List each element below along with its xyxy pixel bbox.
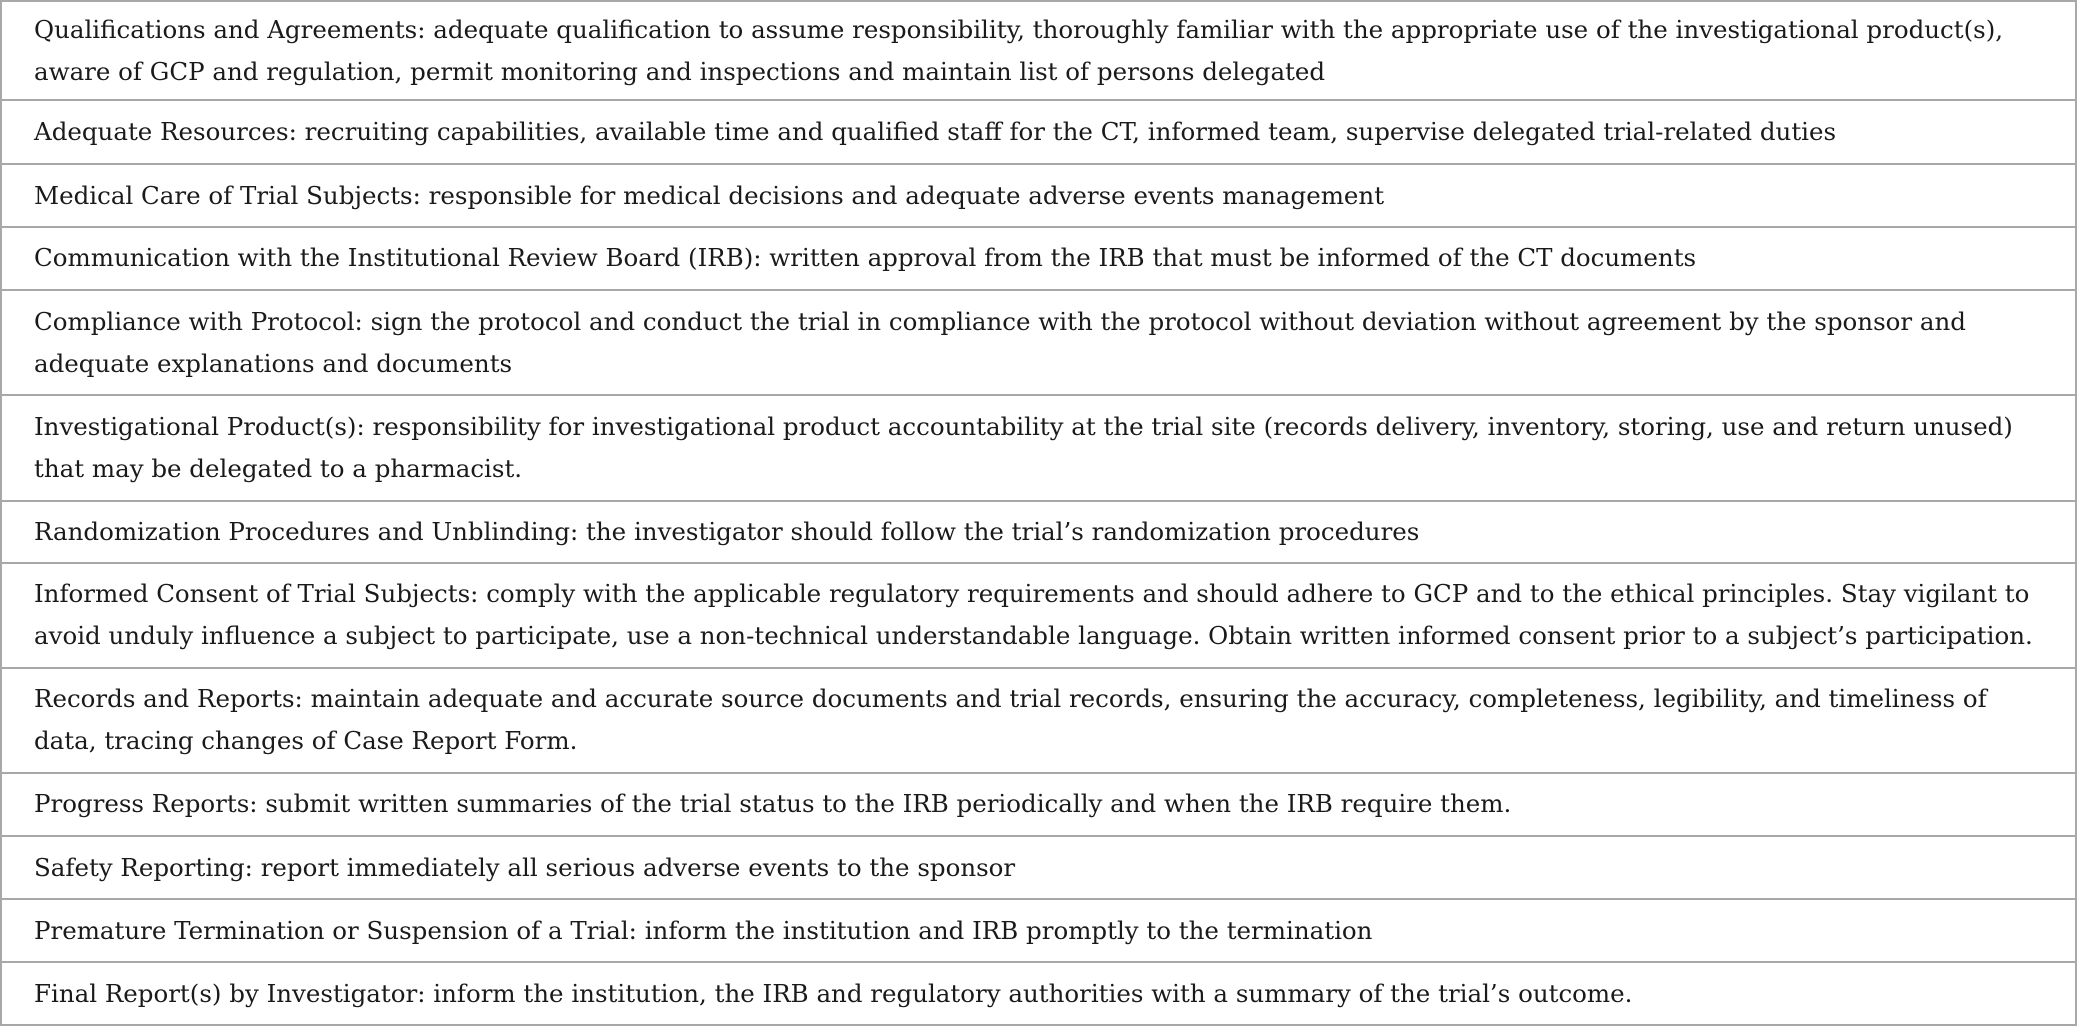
table-row xyxy=(1,227,2076,290)
table-cell: Adequate Resources: recruiting capabilities, available time and qualified staff for the CT, informed team, supervise delegated trial-related duties xyxy=(1,100,2076,164)
table-row xyxy=(1,773,2076,837)
table-cell: Premature Termination or Suspension of a Trial: inform the institution and IRB promptly to the termination xyxy=(1,899,2076,962)
table-row xyxy=(1,501,2076,563)
table-cell: Final Report(s) by Investigator: inform the institution, the IRB and regulatory authorities with a summary of the trial’s outcome. xyxy=(1,962,2076,1025)
table-cell: Medical Care of Trial Subjects: responsible for medical decisions and adequate adverse events management xyxy=(1,164,2076,227)
table-cell: Records and Reports: maintain adequate and accurate source documents and trial records, ensuring the accuracy, completeness, legibility, and timeliness of data, tracing changes of Case Report Form. xyxy=(1,668,2076,772)
table-cell: Investigational Product(s): responsibility for investigational product accountability at the trial site (records delivery, inventory, storing, use and return unused) that may be delegated to a pharmacist. xyxy=(1,395,2076,500)
table-row xyxy=(1,563,2076,668)
table-cell: Randomization Procedures and Unblinding: the investigator should follow the trial’s randomization procedures xyxy=(1,501,2076,563)
table-cell: Safety Reporting: report immediately all serious adverse events to the sponsor xyxy=(1,836,2076,899)
table-row xyxy=(1,899,2076,962)
table-row xyxy=(1,164,2076,227)
table-cell: Compliance with Protocol: sign the protocol and conduct the trial in compliance with the protocol without deviation without agreement by the sponsor and adequate explanations and documents xyxy=(1,290,2076,395)
table-cell: Progress Reports: submit written summaries of the trial status to the IRB periodically and when the IRB require them. xyxy=(1,773,2076,837)
table-row xyxy=(1,962,2076,1025)
table-row xyxy=(1,395,2076,500)
table-row xyxy=(1,290,2076,395)
table-cell: Qualifications and Agreements: adequate qualification to assume responsibility, thoroughly familiar with the appropriate use of the investigational product(s), aware of GCP and regulation, permit monitoring and inspections and maintain list of persons delegated xyxy=(1,1,2076,100)
table-body xyxy=(1,1,2076,1025)
table-row xyxy=(1,1,2076,100)
table-cell: Communication with the Institutional Review Board (IRB): written approval from the IRB that must be informed of the CT documents xyxy=(1,227,2076,290)
table-row xyxy=(1,100,2076,164)
table-cell: Informed Consent of Trial Subjects: comply with the applicable regulatory requirements and should adhere to GCP and to the ethical principles. Stay vigilant to avoid unduly influence a subject to participate, use a non-technical understandable language. Obtain written informed consent prior to a subject’s participation. xyxy=(1,563,2076,668)
table-row xyxy=(1,836,2076,899)
table-row xyxy=(1,668,2076,772)
